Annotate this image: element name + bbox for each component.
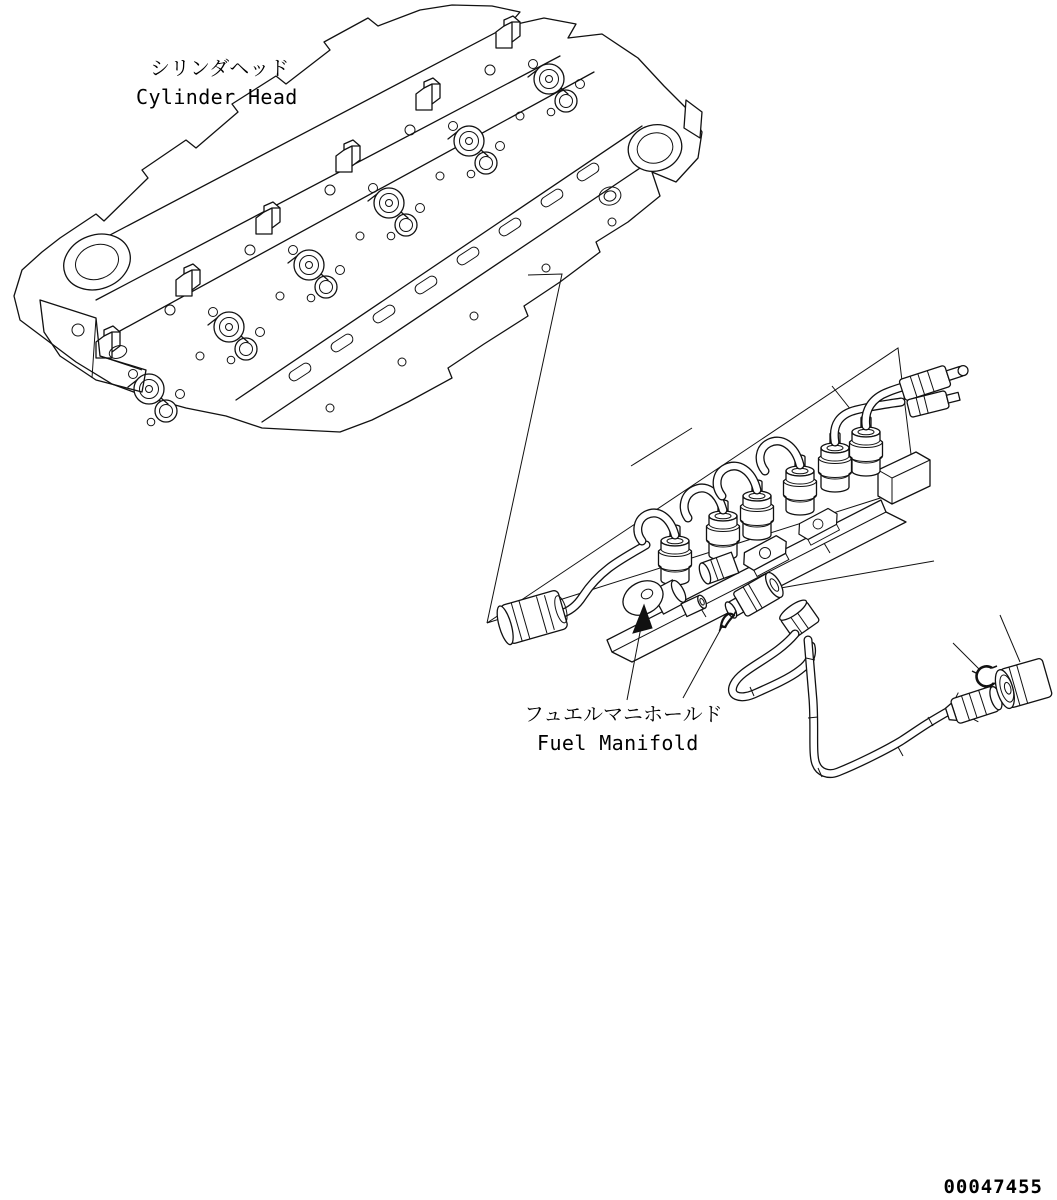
return-hose <box>732 634 958 777</box>
quick-connector <box>494 589 571 646</box>
part-number: 00047455 <box>943 1176 1043 1198</box>
cylinder-head-figure <box>14 5 702 432</box>
fuel-manifold-label-en: Fuel Manifold <box>537 731 699 755</box>
cylinder-head-label-ja: シリンダヘッド <box>150 56 290 80</box>
fuel-manifold-label-ja: フュエルマニホールド <box>524 702 723 726</box>
cylinder-head-label-en: Cylinder Head <box>136 85 298 109</box>
